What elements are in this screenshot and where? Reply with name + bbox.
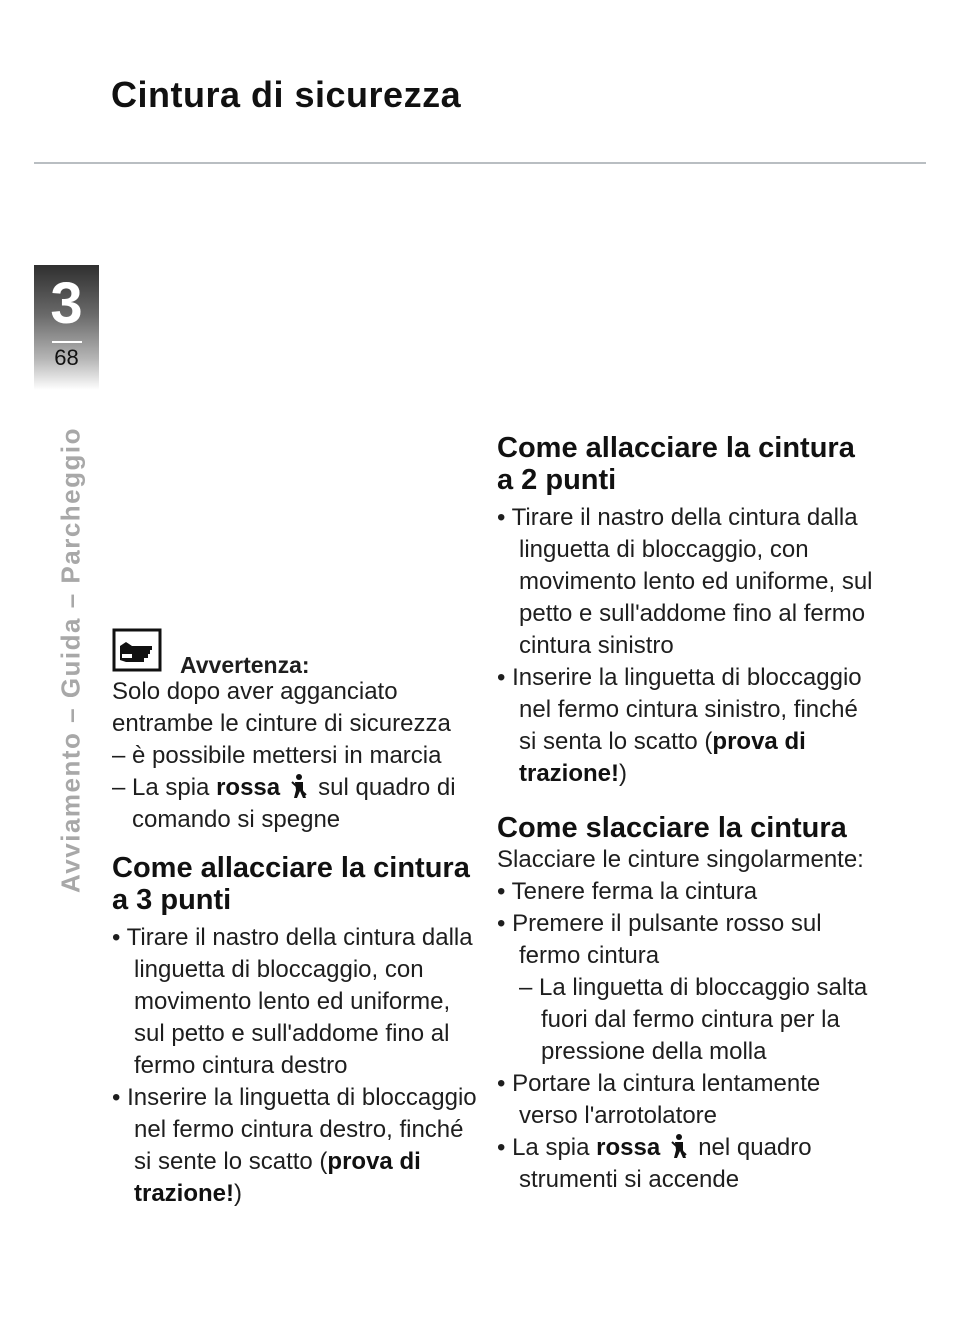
- section-heading: Come allacciare la cintura a 2 punti: [497, 432, 855, 496]
- note-label: Avvertenza:: [180, 652, 310, 678]
- list-item: • Inserire la linguetta di bloccaggio nel fermo cintura sinistro, finché si senta lo scatto (prova di trazione!): [497, 664, 862, 787]
- section-heading: Come allacciare la cintura a 3 punti: [112, 852, 470, 916]
- list-item: • La spia rossa nel quadro strumenti si accende: [497, 1134, 812, 1193]
- list-item: • Portare la cintura lentamente verso l'arrotolatore: [497, 1070, 821, 1129]
- chapter-divider: [52, 341, 82, 343]
- list-item: • Inserire la linguetta di bloccaggio nel fermo cintura destro, finché si sente lo scatto (prova di trazione!): [112, 1084, 477, 1207]
- note-intro: Solo dopo aver agganciato entrambe le cinture di sicurezza: [112, 678, 451, 737]
- chapter-number: 3: [50, 271, 83, 336]
- sub-item: – La linguetta di bloccaggio salta fuori dal fermo cintura per la pressione della molla: [519, 974, 868, 1065]
- list-item: • Premere il pulsante rosso sul fermo cintura: [497, 910, 822, 969]
- list-item: • Tirare il nastro della cintura dalla linguetta di bloccaggio, con movimento lento ed uniforme, sul petto e sull'addome fino al fermo cintura sinistro: [497, 504, 873, 659]
- chapter-tab: [34, 265, 99, 390]
- section-heading: Come slacciare la cintura: [497, 812, 847, 844]
- section-label: Avviamento – Guida – Parcheggio: [55, 427, 86, 893]
- page-number: 68: [54, 345, 79, 370]
- note-item: – è possibile mettersi in marcia: [112, 742, 442, 769]
- note-item: – La spia rossa sul quadro di comando si spegne: [112, 774, 456, 833]
- left-column: [112, 628, 482, 1210]
- unfasten-intro: Slacciare le cinture singolarmente:: [497, 846, 864, 873]
- note-hand-icon: [112, 628, 162, 672]
- seatbelt-warning-icon: [288, 773, 310, 799]
- note-header: [112, 628, 482, 676]
- page-title: Cintura di sicurezza: [111, 74, 462, 115]
- right-column: [497, 432, 877, 1196]
- title-divider: [34, 162, 926, 164]
- list-item: • Tenere ferma la cintura: [497, 878, 758, 905]
- list-item: • Tirare il nastro della cintura dalla linguetta di bloccaggio, con movimento lento ed uniforme, sul petto e sull'addome fino al fermo cintura destro: [112, 924, 473, 1079]
- seatbelt-warning-icon: [668, 1133, 690, 1159]
